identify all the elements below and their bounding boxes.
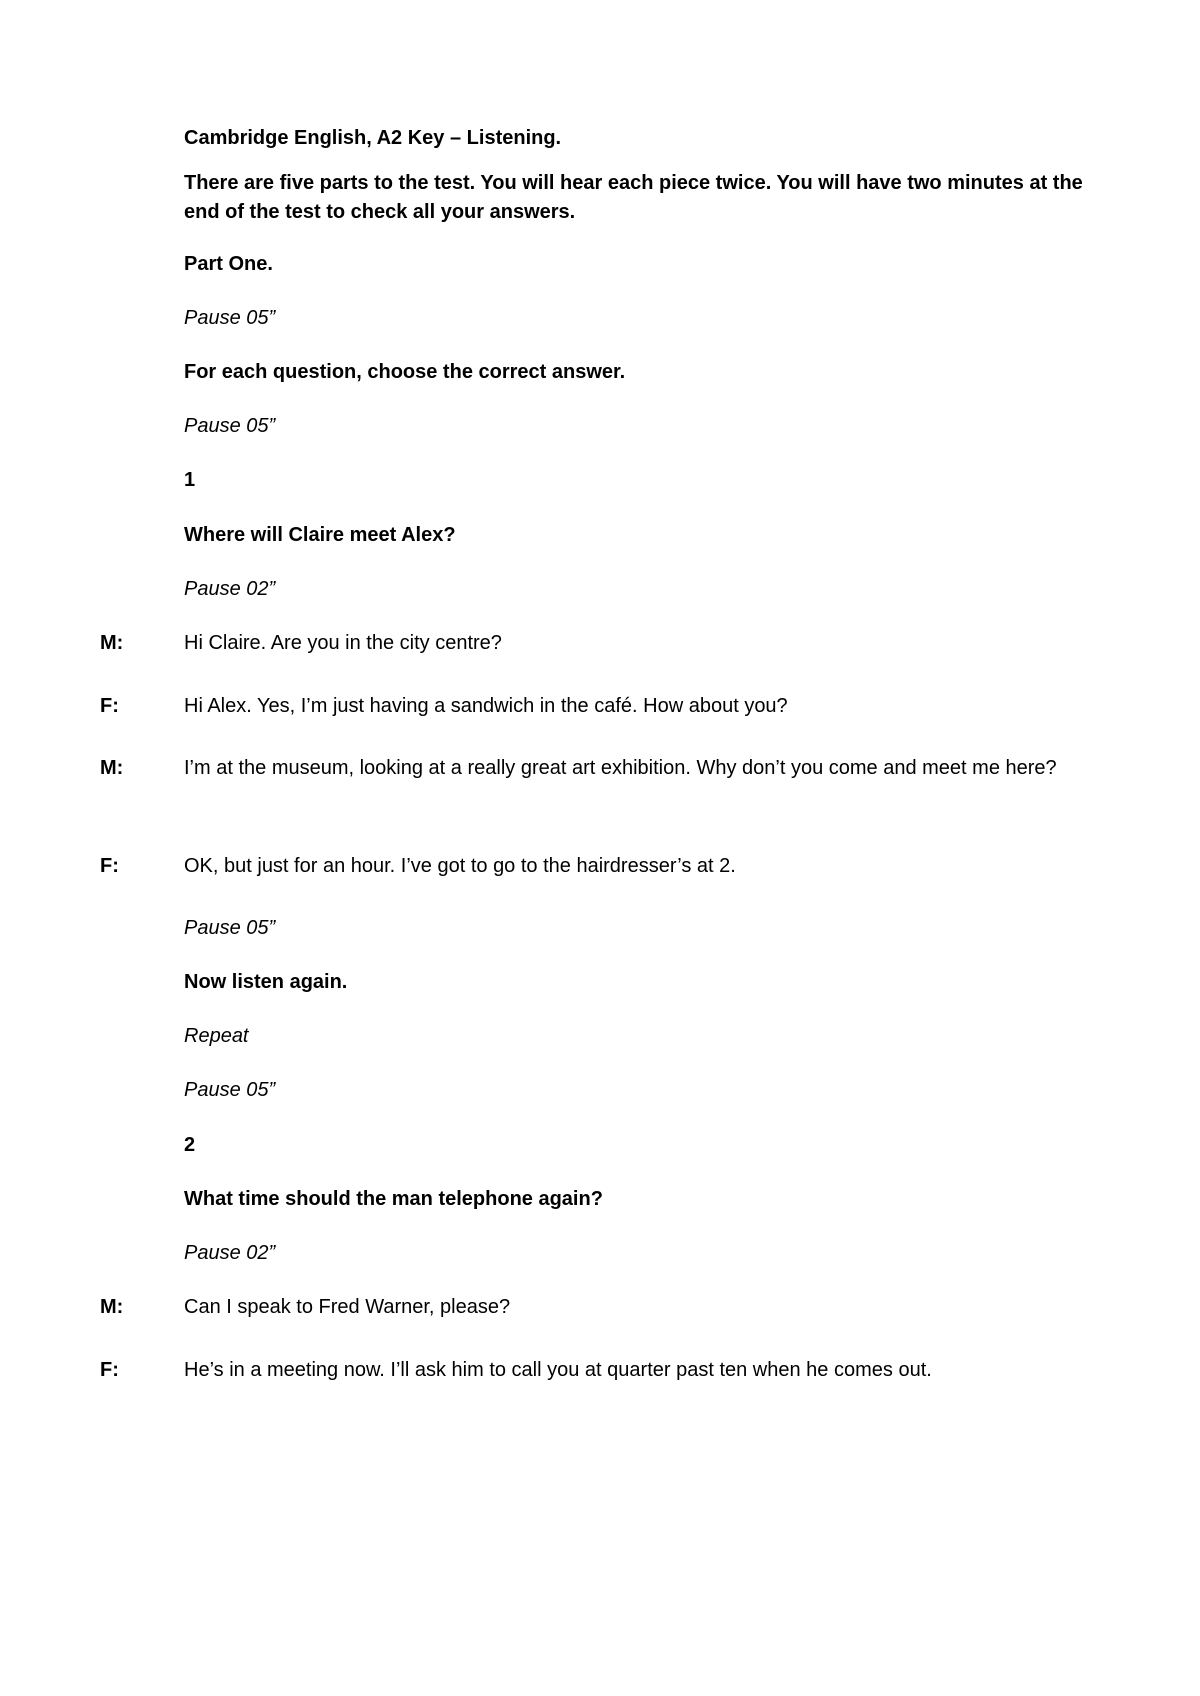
instruction-text: For each question, choose the correct answer. <box>184 361 626 383</box>
dialogue-line: Hi Alex. Yes, I’m just having a sandwich in the café. How about you? <box>184 695 788 717</box>
dialogue-line: Can I speak to Fred Warner, please? <box>184 1296 511 1318</box>
speaker-label: M: <box>100 632 124 654</box>
speaker-label: F: <box>100 695 119 717</box>
part-heading: Part One. <box>184 253 273 275</box>
question-number: 1 <box>184 469 196 491</box>
pause-note: Pause 05” <box>184 307 276 329</box>
speaker-label: F: <box>100 1359 119 1381</box>
speaker-label: M: <box>100 1296 124 1318</box>
speaker-label: M: <box>100 757 124 779</box>
question-text: What time should the man telephone again? <box>184 1188 603 1210</box>
pause-note: Pause 05” <box>184 917 276 939</box>
dialogue-line: Hi Claire. Are you in the city centre? <box>184 632 502 654</box>
question-text: Where will Claire meet Alex? <box>184 524 456 546</box>
pause-note: Pause 05” <box>184 1079 276 1101</box>
dialogue-line: He’s in a meeting now. I’ll ask him to call you at quarter past ten when he comes out. <box>184 1359 932 1381</box>
dialogue-line: I’m at the museum, looking at a really great art exhibition. Why don’t you come and meet me here? <box>184 757 1057 779</box>
pause-note: Pause 02” <box>184 1242 276 1264</box>
pause-note: Pause 05” <box>184 415 276 437</box>
speaker-label: F: <box>100 855 119 877</box>
intro-paragraph: There are five parts to the test. You will hear each piece twice. You will have two minutes at the end of the test to check all your answers. <box>184 172 1083 223</box>
dialogue-line: OK, but just for an hour. I’ve got to go to the hairdresser’s at 2. <box>184 855 736 877</box>
pause-note: Pause 02” <box>184 578 276 600</box>
listen-again-text: Now listen again. <box>184 971 348 993</box>
question-number: 2 <box>184 1134 196 1156</box>
repeat-note: Repeat <box>184 1025 249 1047</box>
document-title: Cambridge English, A2 Key – Listening. <box>184 127 562 149</box>
